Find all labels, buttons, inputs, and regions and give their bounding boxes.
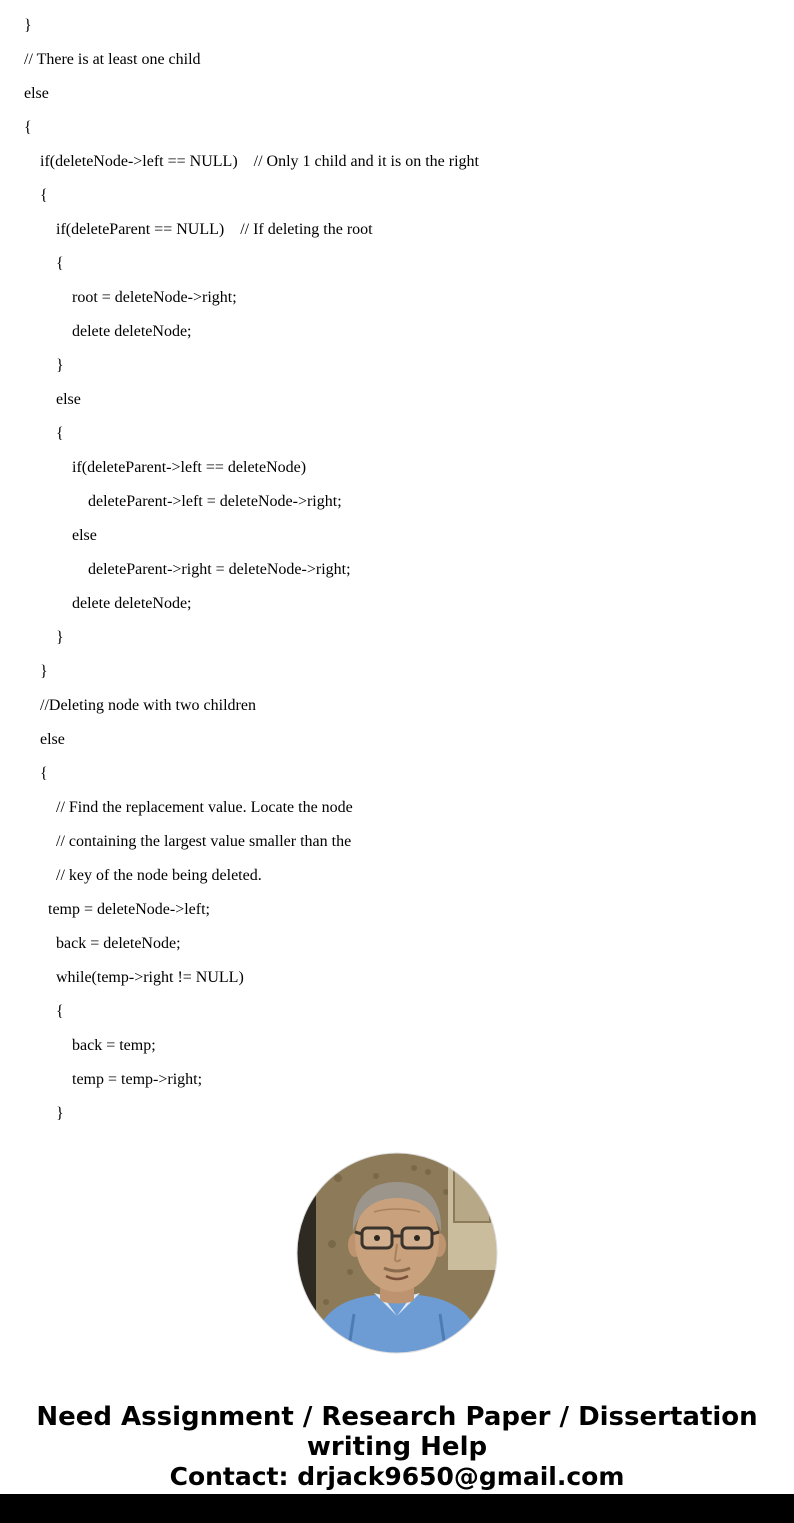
code-line: back = deleteNode; bbox=[56, 935, 181, 952]
bottom-black-bar bbox=[0, 1494, 794, 1523]
code-line: { bbox=[56, 1003, 64, 1020]
code-line: //Deleting node with two children bbox=[40, 697, 256, 714]
code-line: } bbox=[56, 1105, 64, 1122]
code-line: delete deleteNode; bbox=[72, 323, 192, 340]
code-line: if(deleteParent == NULL) // If deleting the root bbox=[56, 221, 373, 238]
presenter-avatar-icon bbox=[296, 1152, 498, 1354]
code-line: else bbox=[56, 391, 81, 408]
code-line: temp = deleteNode->left; bbox=[48, 901, 210, 918]
code-line: { bbox=[40, 187, 48, 204]
code-line: } bbox=[56, 629, 64, 646]
code-line: // key of the node being deleted. bbox=[56, 867, 262, 884]
code-line: } bbox=[40, 663, 48, 680]
code-line: else bbox=[40, 731, 65, 748]
code-line: deleteParent->left = deleteNode->right; bbox=[88, 493, 342, 510]
code-line: { bbox=[24, 119, 32, 136]
code-line: temp = temp->right; bbox=[72, 1071, 203, 1088]
code-line: // containing the largest value smaller than the bbox=[56, 833, 352, 850]
code-line: delete deleteNode; bbox=[72, 595, 192, 612]
presenter-photo bbox=[296, 1152, 498, 1354]
code-line: { bbox=[40, 765, 48, 782]
code-line: // There is at least one child bbox=[24, 51, 201, 68]
code-line: } bbox=[24, 17, 32, 34]
code-line: back = temp; bbox=[72, 1037, 156, 1054]
help-headline-line2: writing Help bbox=[306, 1432, 488, 1462]
code-line: { bbox=[56, 425, 64, 442]
code-line: else bbox=[24, 85, 49, 102]
code-line: { bbox=[56, 255, 64, 272]
code-line: else bbox=[72, 527, 97, 544]
code-line: while(temp->right != NULL) bbox=[56, 969, 244, 986]
code-line: deleteParent->right = deleteNode->right; bbox=[88, 561, 351, 578]
footer-banner bbox=[0, 1402, 794, 1492]
code-line: if(deleteParent->left == deleteNode) bbox=[72, 459, 307, 476]
code-line: if(deleteNode->left == NULL) // Only 1 child and it is on the right bbox=[40, 153, 479, 170]
contact-email-text: Contact: drjack9650@gmail.com bbox=[169, 1462, 625, 1491]
code-line: // Find the replacement value. Locate the node bbox=[56, 799, 353, 816]
code-line: } bbox=[56, 357, 64, 374]
help-headline-line1: Need Assignment / Research Paper / Dissertation bbox=[36, 1402, 758, 1432]
code-line: root = deleteNode->right; bbox=[72, 289, 237, 306]
